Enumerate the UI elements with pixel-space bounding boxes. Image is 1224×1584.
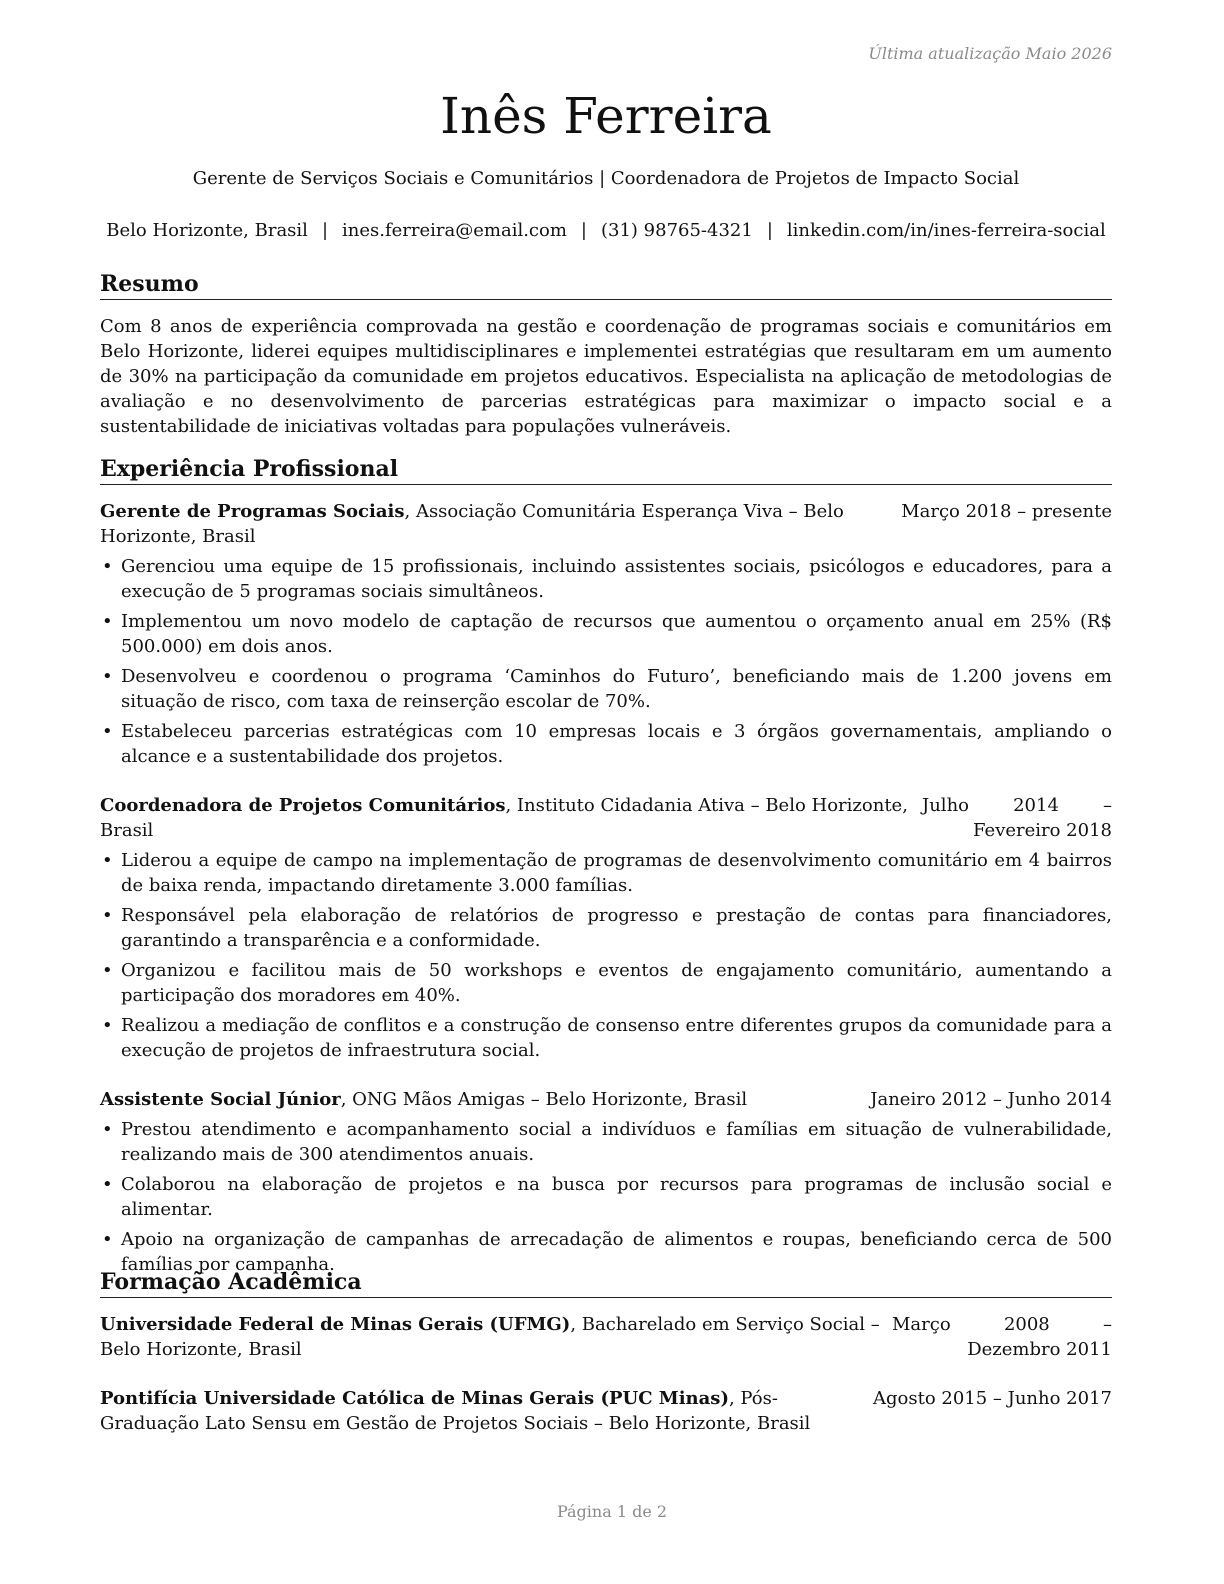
education-entry (100, 1312, 1112, 1362)
email-link[interactable]: ines.ferreira@email.com (342, 220, 567, 241)
bullet-icon: • (102, 1015, 113, 1036)
summary-text: Com 8 anos de experiência comprovada na gestão e coordenação de programas sociais e comunitários em Belo Horizonte, liderei equipes multidisciplinares e implementei estratégias que resultaram em um aumento de 30% na participação da comunidade em projetos educativos. Especialista na aplicação de metodologias de avaliação e no desenvolvimento de parcerias estratégicas para maximizar o impacto social e a sustentabilidade de iniciativas voltadas para populações vulneráveis. (100, 316, 1112, 437)
list-item: • Prestou atendimento e acompanhamento social a indivíduos e famílias em situação de vulnerabilidade, realizando mais de 300 atendimentos anuais. (102, 1119, 1112, 1165)
bullet-icon: • (102, 960, 113, 981)
education-section (100, 1268, 1112, 1460)
list-item: • Realizou a mediação de conflitos e a construção de consenso entre diferentes grupos da comunidade para a execução de projetos de infraestrutura social. (102, 1015, 1112, 1061)
education-dates: Agosto 2015 – Junho 2017 (872, 1388, 1112, 1409)
bullet-icon: • (102, 556, 113, 577)
section-title-summary: Resumo (100, 270, 1112, 300)
school-name: Pontifícia Universidade Católica de Minas Gerais (PUC Minas) (100, 1388, 729, 1409)
list-item: • Liderou a equipe de campo na implementação de programas de desenvolvimento comunitário em 4 bairros de baixa renda, impactando diretamente 3.000 famílias. (102, 850, 1112, 896)
separator: | (580, 220, 587, 241)
last-updated-note: Última atualização Maio 2026 (868, 44, 1112, 63)
job-bullets (100, 1117, 1112, 1277)
phone-text: (31) 98765-4321 (601, 220, 753, 241)
job-role: Gerente de Programas Sociais (100, 501, 405, 522)
contact-line (100, 218, 1112, 244)
headline: Gerente de Serviços Sociais e Comunitários | Coordenadora de Projetos de Impacto Social (192, 168, 1020, 189)
list-item: • Responsável pela elaboração de relatórios de progresso e prestação de contas para financiadores, garantindo a transparência e a conformidade. (102, 905, 1112, 951)
job-bullets (100, 554, 1112, 769)
degree-detail: , Bacharelado em Serviço Social – Belo Horizonte, Brasil (100, 1314, 880, 1360)
bullet-icon: • (102, 611, 113, 632)
job-org: , Associação Comunitária Esperança Viva – Belo Horizonte, Brasil (100, 501, 844, 547)
location-text: Belo Horizonte, Brasil (106, 220, 308, 241)
bullet-icon: • (102, 1229, 113, 1250)
list-item: • Colaborou na elaboração de projetos e na busca por recursos para programas de inclusão social e alimentar. (102, 1174, 1112, 1220)
education-entry (100, 1386, 1112, 1436)
experience-section (100, 455, 1112, 1282)
job-org: , Instituto Cidadania Ativa – Belo Horizonte, Brasil (100, 795, 908, 841)
candidate-name: Inês Ferreira (440, 87, 772, 145)
job-dates: Julho 2014 – Fevereiro 2018 (922, 795, 1112, 841)
bullet-icon: • (102, 721, 113, 742)
job-role: Coordenadora de Projetos Comunitários (100, 795, 506, 816)
job-dates: Janeiro 2012 – Junho 2014 (870, 1089, 1112, 1110)
bullet-icon: • (102, 1119, 113, 1140)
education-dates: Março 2008 – Dezembro 2011 (892, 1314, 1112, 1360)
job-header (100, 1087, 1112, 1112)
linkedin-link[interactable]: linkedin.com/in/ines-ferreira-social (786, 220, 1106, 241)
job-entry (100, 499, 1112, 769)
page-number: Página 1 de 2 (556, 1502, 668, 1521)
section-title-experience: Experiência Profissional (100, 455, 1112, 485)
list-item: • Estabeleceu parcerias estratégicas com 10 empresas locais e 3 órgãos governamentais, ampliando o alcance e a sustentabilidade dos projetos. (102, 721, 1112, 767)
section-title-education: Formação Acadêmica (100, 1268, 1112, 1298)
separator: | (321, 220, 329, 241)
list-item: • Organizou e facilitou mais de 50 workshops e eventos de engajamento comunitário, aumentando a participação dos moradores em 40%. (102, 960, 1112, 1006)
bullet-icon: • (102, 666, 113, 687)
summary-section (100, 270, 1112, 439)
list-item: • Gerenciou uma equipe de 15 profissionais, incluindo assistentes sociais, psicólogos e educadores, para a execução de 5 programas sociais simultâneos. (102, 556, 1112, 602)
education-header (100, 1312, 1112, 1362)
job-bullets (100, 848, 1112, 1063)
bullet-icon: • (102, 905, 113, 926)
job-org: , ONG Mãos Amigas – Belo Horizonte, Brasil (340, 1089, 748, 1110)
job-dates: Março 2018 – presente (901, 501, 1112, 522)
education-header (100, 1386, 1112, 1436)
job-header (100, 499, 1112, 549)
job-header (100, 793, 1112, 843)
bullet-icon: • (102, 850, 113, 871)
separator: | (766, 220, 773, 241)
list-item: • Desenvolveu e coordenou o programa ‘Caminhos do Futuro’, beneficiando mais de 1.200 jovens em situação de risco, com taxa de reinserção escolar de 70%. (102, 666, 1112, 712)
job-entry (100, 793, 1112, 1063)
list-item: • Implementou um novo modelo de captação de recursos que aumentou o orçamento anual em 25% (R$ 500.000) em dois anos. (102, 611, 1112, 657)
school-name: Universidade Federal de Minas Gerais (UFMG) (100, 1314, 571, 1335)
job-entry (100, 1087, 1112, 1277)
job-role: Assistente Social Júnior (100, 1089, 341, 1110)
bullet-icon: • (102, 1174, 113, 1195)
list-item: • Apoio na organização de campanhas de arrecadação de alimentos e roupas, beneficiando cerca de 500 famílias por campanha. (102, 1229, 1112, 1275)
degree-detail: , Pós-Graduação Lato Sensu em Gestão de Projetos Sociais – Belo Horizonte, Brasil (100, 1388, 811, 1434)
